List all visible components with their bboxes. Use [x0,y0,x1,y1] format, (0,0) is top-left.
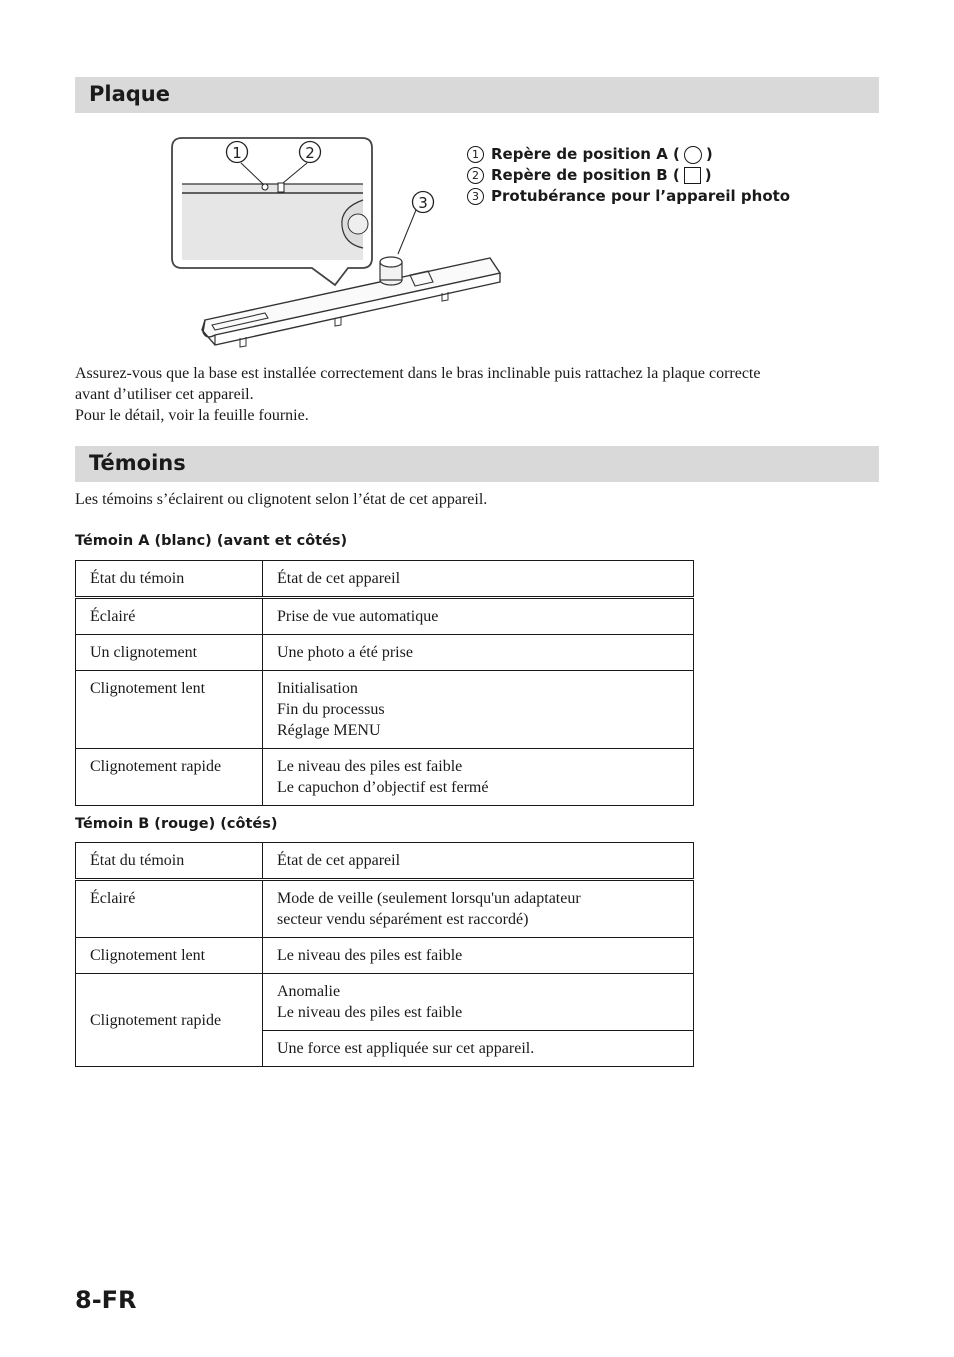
callout-number: 3 [467,188,484,205]
indicator-a-table [75,560,694,806]
indicator-b-table [75,842,694,1067]
table-row [76,880,694,938]
page-number: 8-FR [75,1286,137,1314]
circle-mark-icon [684,146,702,164]
cell-line: Initialisation [277,680,358,697]
device-cell [263,1031,694,1067]
callout-3 [413,192,434,213]
legend-close: ) [704,166,712,184]
square-mark-icon [684,167,701,184]
table-a-title: Témoin A (blanc) (avant et côtés) [75,533,348,549]
section-title: Témoins [89,451,186,475]
state-cell: Un clignotement [76,635,263,671]
device-cell [263,635,694,671]
state-cell: Clignotement lent [76,671,263,749]
illustration-legend [467,144,790,207]
legend-item-protrusion [467,186,790,207]
column-header: État de cet appareil [263,843,694,880]
table-row [76,598,694,635]
plate-illustration [160,130,510,355]
cell-line: secteur vendu séparément est raccordé) [277,911,529,928]
table-row [76,974,694,1031]
legend-text: Protubérance pour l’appareil photo [491,187,791,205]
device-cell [263,938,694,974]
table-header-row [76,843,694,880]
column-header: État du témoin [76,561,263,598]
callout-number: 1 [467,146,484,163]
svg-text:3: 3 [418,194,428,212]
legend-text: Repère de position B ( [491,166,680,184]
state-cell: Clignotement lent [76,938,263,974]
callout-2 [300,142,321,163]
paragraph-line: Pour le détail, voir la feuille fournie. [75,407,309,424]
paragraph-line: avant d’utiliser cet appareil. [75,386,254,403]
cell-line: Une force est appliquée sur cet appareil. [277,1040,535,1057]
table-header-row [76,561,694,598]
temoins-intro: Les témoins s’éclairent ou clignotent selon l’état de cet appareil. [75,491,488,508]
device-cell [263,880,694,938]
section-header-temoins [75,446,879,482]
state-cell: Éclairé [76,598,263,635]
state-cell: Clignotement rapide [76,974,263,1067]
table-row [76,671,694,749]
section-header-plaque [75,77,879,113]
device-cell [263,749,694,806]
cell-line: Fin du processus [277,701,385,718]
column-header: État du témoin [76,843,263,880]
svg-text:1: 1 [232,144,242,162]
table-row [76,938,694,974]
legend-item-position-a [467,144,790,165]
table-row [76,635,694,671]
legend-item-position-b [467,165,790,186]
cell-line: Le niveau des piles est faible [277,947,463,964]
section-title: Plaque [89,82,170,106]
device-cell [263,974,694,1031]
cell-line: Le niveau des piles est faible [277,758,463,775]
cell-line: Une photo a été prise [277,644,413,661]
table-b-title: Témoin B (rouge) (côtés) [75,816,278,832]
plaque-instructions [75,363,879,426]
legend-text: Repère de position A ( [491,145,680,163]
device-cell [263,671,694,749]
callout-1 [227,142,248,163]
paragraph-line: Assurez-vous que la base est installée correctement dans le bras inclinable puis rattachez la plaque correcte [75,365,761,382]
device-cell [263,598,694,635]
callout-number: 2 [467,167,484,184]
cell-line: Prise de vue automatique [277,608,439,625]
cell-line: Le capuchon d’objectif est fermé [277,779,489,796]
table-row [76,749,694,806]
state-cell: Éclairé [76,880,263,938]
cell-line: Anomalie [277,983,341,1000]
state-cell: Clignotement rapide [76,749,263,806]
column-header: État de cet appareil [263,561,694,598]
cell-line: Le niveau des piles est faible [277,1004,463,1021]
svg-text:2: 2 [305,144,315,162]
legend-close: ) [705,145,713,163]
cell-line: Réglage MENU [277,722,381,739]
cell-line: Mode de veille (seulement lorsqu'un adaptateur [277,890,581,907]
